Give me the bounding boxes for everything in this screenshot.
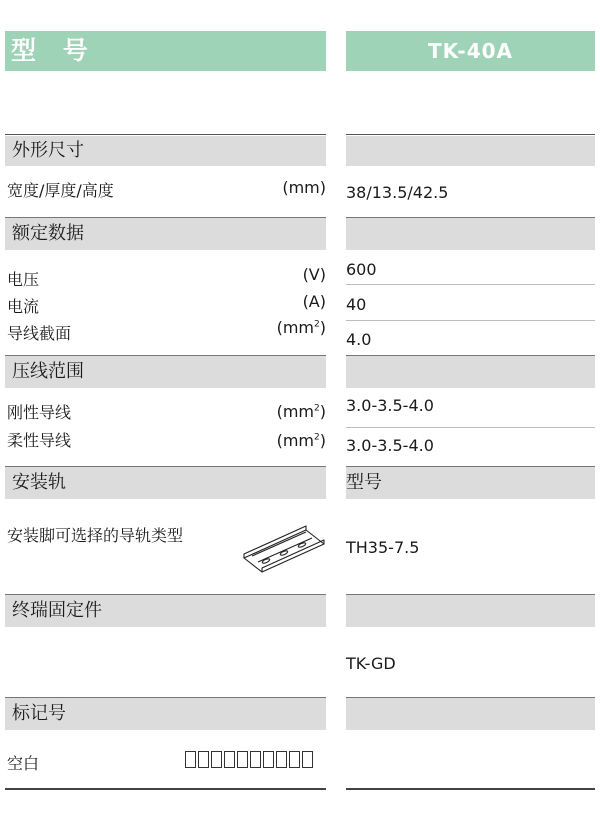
- current-label: 电流: [7, 297, 40, 316]
- marker-box: [250, 751, 261, 768]
- marker-box: [211, 751, 222, 768]
- cross-section-unit: $(mm^2)$: [276, 318, 326, 337]
- section-header-dimensions: [5, 136, 326, 166]
- rail-type-value: TH35-7.5: [346, 538, 420, 557]
- marker-label: 空白: [7, 754, 40, 773]
- marker-box: [185, 751, 196, 768]
- section-header-right: [346, 218, 595, 250]
- model-header-left: [5, 31, 326, 71]
- section-header-right: [346, 356, 595, 388]
- section-header-marker: [5, 698, 326, 730]
- model-number: TK-40A: [427, 39, 513, 63]
- rail-type-label: 安装脚可选择的导轨类型: [7, 526, 184, 545]
- marker-box: [289, 751, 300, 768]
- section-header-crimp: [5, 356, 326, 388]
- cross-section-value: 4.0: [346, 330, 372, 349]
- voltage-value: 600: [346, 260, 377, 279]
- end-stop-value: TK-GD: [346, 654, 396, 673]
- marker-boxes: [185, 751, 313, 768]
- divider: [5, 134, 326, 135]
- current-unit: (A): [302, 292, 326, 311]
- marker-box: [263, 751, 274, 768]
- section-header-rail: [5, 467, 326, 499]
- divider: [346, 284, 595, 285]
- dimension-unit: (mm): [282, 178, 326, 197]
- section-title: 标记号: [12, 703, 66, 724]
- section-header-right: [346, 136, 595, 166]
- model-title: 型 号: [11, 36, 97, 65]
- dimension-value: 38/13.5/42.5: [346, 183, 449, 202]
- section-header-right: [346, 698, 595, 730]
- divider: [346, 134, 595, 135]
- flexible-wire-unit: $(mm^2)$: [276, 431, 326, 450]
- rigid-wire-label: 刚性导线: [7, 403, 72, 422]
- section-title: 型号: [346, 472, 382, 493]
- dimension-label: 宽度/厚度/高度: [7, 181, 114, 200]
- voltage-unit: (V): [302, 265, 326, 284]
- model-header-right: [346, 31, 595, 71]
- divider: [346, 320, 595, 321]
- bottom-rule: [346, 788, 595, 790]
- bottom-rule: [5, 788, 326, 790]
- section-title: 外形尺寸: [12, 140, 84, 161]
- divider: [346, 427, 595, 428]
- marker-box: [302, 751, 313, 768]
- flexible-wire-value: 3.0-3.5-4.0: [346, 436, 434, 455]
- marker-box: [276, 751, 287, 768]
- section-title: 安装轨: [12, 472, 66, 493]
- flexible-wire-label: 柔性导线: [7, 431, 72, 450]
- section-title: 终瑞固定件: [12, 600, 102, 621]
- marker-box: [198, 751, 209, 768]
- voltage-label: 电压: [7, 270, 40, 289]
- section-header-right: [346, 595, 595, 627]
- marker-box: [224, 751, 235, 768]
- din-rail-icon: [240, 520, 328, 578]
- section-header-end-stop: [5, 595, 326, 627]
- section-title: 额定数据: [12, 223, 84, 244]
- section-title: 压线范围: [12, 361, 84, 382]
- section-header-rated: [5, 218, 326, 250]
- rigid-wire-unit: $(mm^2)$: [276, 402, 326, 421]
- marker-box: [237, 751, 248, 768]
- current-value: 40: [346, 295, 367, 314]
- rigid-wire-value: 3.0-3.5-4.0: [346, 396, 434, 415]
- cross-section-label: 导线截面: [7, 324, 72, 343]
- section-header-rail-right: [346, 467, 595, 499]
